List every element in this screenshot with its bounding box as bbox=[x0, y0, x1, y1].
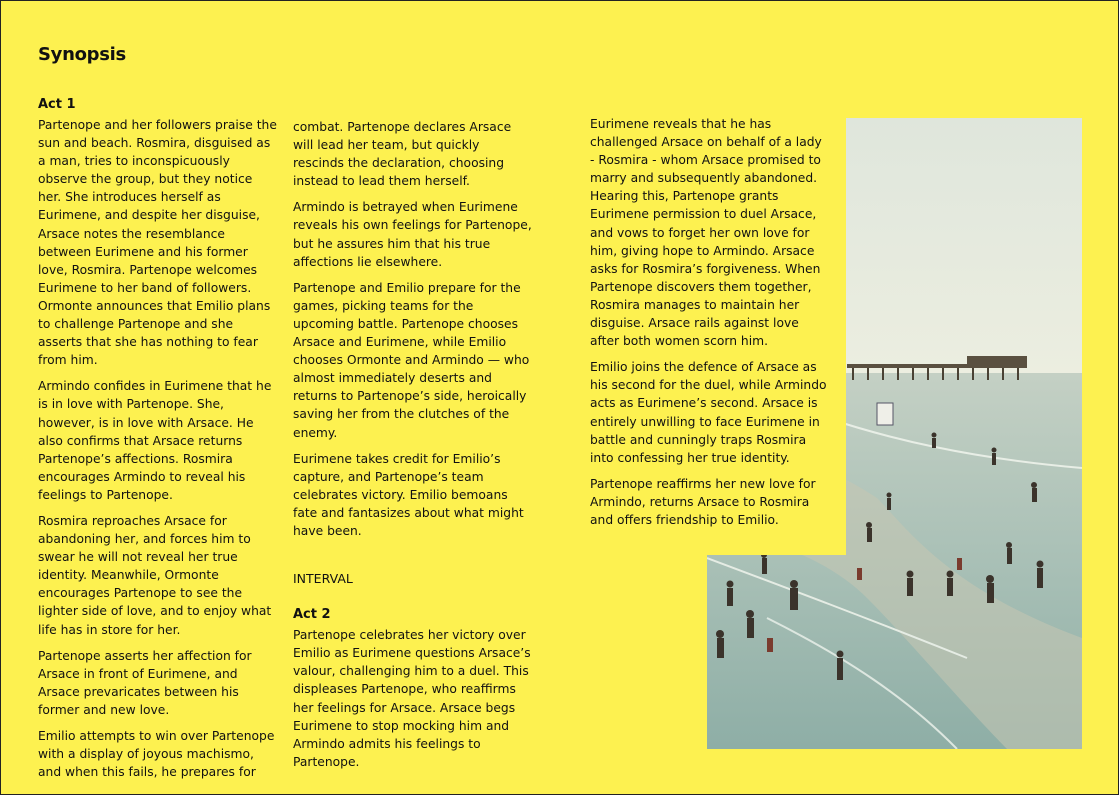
paragraph: Emilio attempts to win over Partenope with a display of joyous machismo, and when this fails, he prepares for bbox=[38, 729, 275, 780]
paragraph: Partenope asserts her affection for Arsace in front of Eurimene, and Arsace prevaricates between his former and new love. bbox=[38, 648, 252, 717]
paragraph: Emilio joins the defence of Arsace as his second for the duel, while Armindo acts as Eurimene’s second. Arsace is entirely unwilling to face Eurimene in battle and cunningly traps Rosmira into confessing her true identity. bbox=[590, 360, 827, 465]
paragraph: Eurimene reveals that he has challenged Arsace on behalf of a lady - Rosmira - whom Arsace promised to marry and subsequently abandoned. Hearing this, Partenope grants Eurimene permission to duel Arsace, and vows to forget her own love for him, giving hope to Armindo. Arsace asks for Rosmira’s forgiveness. When Partenope discovers them together, Rosmira manages to maintain her disguise. Arsace rails against love after both women scorn him. bbox=[590, 117, 822, 349]
interval-label: INTERVAL bbox=[293, 571, 353, 587]
column-3 bbox=[590, 115, 830, 537]
paragraph: Rosmira reproaches Arsace for abandoning her, and forces him to swear he will not reveal her true identity. Meanwhile, Ormonte encourages Partenope to see the lighter side of love, and to enjoy what life has in store for her. bbox=[38, 513, 272, 637]
paragraph: Partenope celebrates her victory over Emilio as Eurimene questions Arsace’s valour, challenging him to a duel. This displeases Partenope, who reaffirms her feelings for Arsace. Arsace begs Eurimene to stop mocking him and Armindo admits his feelings to Partenope. bbox=[293, 628, 531, 769]
paragraph: combat. Partenope declares Arsace will lead her team, but quickly rescinds the declaration, choosing instead to lead them herself. bbox=[293, 120, 512, 189]
page-title: Synopsis bbox=[38, 44, 126, 65]
paragraph: Armindo confides in Eurimene that he is in love with Partenope. She, however, is in love with Arsace. He also confirms that Arsace returns Partenope’s affections. Rosmira encourages Armindo to reveal his feelings to Partenope. bbox=[38, 379, 272, 502]
paragraph: Armindo is betrayed when Eurimene reveals his own feelings for Partenope, but he assures him that his true affections lie elsewhere. bbox=[293, 200, 532, 269]
paragraph: Eurimene takes credit for Emilio’s capture, and Partenope’s team celebrates victory. Emilio bemoans fate and fantasizes about what might have been. bbox=[293, 451, 524, 538]
act-1-heading: Act 1 bbox=[38, 97, 76, 112]
paragraph: Partenope and Emilio prepare for the games, picking teams for the upcoming battle. Partenope chooses Arsace and Eurimene, while Emilio chooses Ormonte and Armindo — who almost immediately deserts and returns to Partenope’s side, heroically saving her from the clutches of the enemy. bbox=[293, 280, 530, 440]
paragraph: Partenope reaffirms her new love for Armindo, returns Arsace to Rosmira and offers friendship to Emilio. bbox=[590, 476, 816, 527]
column-1 bbox=[38, 96, 278, 789]
column-2 bbox=[293, 118, 533, 779]
act-2-heading: Act 2 bbox=[293, 607, 331, 623]
paragraph: Partenope and her followers praise the sun and beach. Rosmira, disguised as a man, tries to inconspicuously observe the group, but they notice her. She introduces herself as Eurimene, and despite her disguise, Arsace notes the resemblance between Eurimene and his former love, Rosmira. Partenope welcomes Eurimene to her band of followers. Ormonte announces that Emilio plans to challenge Partenope and she asserts that she has nothing to fear from him. bbox=[38, 118, 277, 368]
